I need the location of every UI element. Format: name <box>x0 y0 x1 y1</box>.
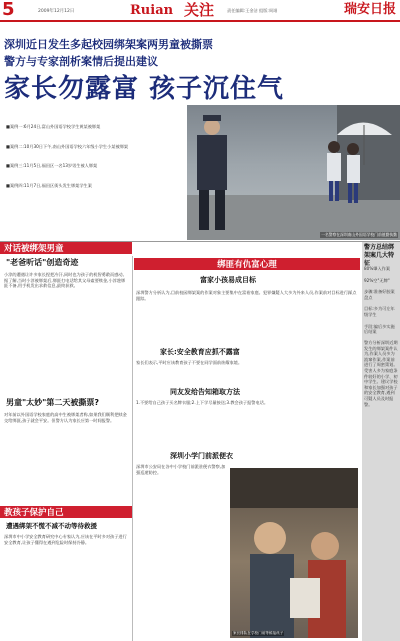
left-story2-body: 对年前以外国语学校家庭的高中生被绑架者称,如果我们顺利把赎金交给绑匪,孩子就会平安。但警方认为家长应第一时间报警。 <box>4 412 127 423</box>
tip-title: 遭遇绑架不慌不减不动等待救援 <box>6 522 97 530</box>
center-story3-title: 同友发给告知箱取方法 <box>170 388 240 396</box>
right-column-header: 警方总结绑架案几大特征 <box>364 244 395 267</box>
feature-4: 目标:多为可左年级学生 <box>364 306 395 317</box>
page-number: 5 <box>2 0 15 20</box>
center-story4-title: 深圳小学门前派便衣 <box>170 452 233 460</box>
center-story1-body: 深圳警方分析认为,目前校园绑架案的作案对象主要集中在富裕家庭。犯罪嫌疑人大多为外来人员,作案前对目标进行踩点跟踪。 <box>136 290 357 301</box>
feature-3: 步骤:准备好胶案盘点 <box>364 289 395 300</box>
left-section-header: 对话被绑架男童 <box>0 242 132 254</box>
left-story2-title: 男童"太妙"第二天被撕票? <box>6 398 99 407</box>
case-4: ■案例四:11月7日,福田区街头发生绑架学生案 <box>6 182 92 188</box>
masthead <box>0 0 400 22</box>
section-english: Ruian <box>130 3 174 18</box>
lead-subtitle: 警方与专家剖析案情后提出建议 <box>4 55 158 68</box>
right-column-body: 警方分析深圳近期发生的绑架案件认为,作案人员多为流窜作案,作案前进行了周密策划。受害人多为家庭条件较好的小学、初中学生。建议学校和家长加强对孩子的安全教育,遇到可疑人员及时报警。 <box>364 340 398 407</box>
lead-kicker: 深圳近日发生多起校园绑架案两男童被撕票 <box>4 38 213 51</box>
editor-credit: 责任编辑:王金洁 组版:周翊 <box>227 8 278 13</box>
center-photo <box>230 468 358 638</box>
center-story2-body: 家长们表示,平时应该教育孩子不要在同学面前炫耀家境。 <box>136 360 243 365</box>
case-3: ■案例三:11月5日,福田区一名13岁男生被人绑架 <box>6 163 98 169</box>
center-photo-caption: 家长排队在学校门前等候接孩子 <box>233 631 284 635</box>
tip-section-header: 教孩子保护自己 <box>0 506 132 518</box>
center-story2-title: 家长:安全教育应抓不露富 <box>160 348 240 356</box>
left-story1-title: "老爸听话"创造奇迹 <box>6 258 79 267</box>
center-story3-body: 1.不要给自己孩子买名牌衣服;2.上下学尽量接送;3.教会孩子报警电话。 <box>136 400 269 405</box>
lead-photo-caption: 一名警察在深圳南山外国语学校门前值勤执勤 <box>321 232 397 237</box>
lead-headline: 家长勿露富 孩子沉住气 <box>4 74 285 104</box>
tip-body: 深圳市中小学安全教育研究中心专家认为,应该在平时多对孩子进行安全教育,让孩子懂得在遇到危险时保持冷静。 <box>4 534 127 545</box>
center-story4-body: 深圳市公安局在各中小学校门前派驻便衣警察,加强巡逻防控。 <box>136 464 226 475</box>
feature-5: 手段:偏后多实施后结案 <box>364 323 395 335</box>
case-1: ■案例一:6月24日,富山外国语学校学生黄某被绑架 <box>6 124 101 129</box>
section-chinese: 关注 <box>184 1 215 19</box>
right-column-items <box>364 266 398 343</box>
lead-photo <box>187 105 400 240</box>
center-story1-title: 富家小孩易成目标 <box>200 276 256 284</box>
divider-lead <box>0 241 400 242</box>
paper-name: 瑞安日报 <box>343 2 396 17</box>
feature-2: 92%空"无牌" <box>364 277 390 283</box>
lead-cases <box>6 124 182 240</box>
date: 2009年12月12日 <box>38 9 75 14</box>
feature-1: 80%肇入作案 <box>364 266 391 271</box>
center-section-header: 绑匪有仇富心理 <box>134 258 360 270</box>
case-2: ■案例二:10月30日下午,南山外国语学校六年级小学生小某被绑架 <box>6 143 129 149</box>
divider-left-center <box>132 256 133 641</box>
left-story1-body: 小淳的遭遇让许多家长捏把冷汗,同时也为孩子的机智勇敢而感动。据了解,当时小淳被绑架后,绑匪打电话给其父母索要赎金,小淳趁绑匪不备,用手机发出求救信息,最终获救。 <box>4 272 127 289</box>
